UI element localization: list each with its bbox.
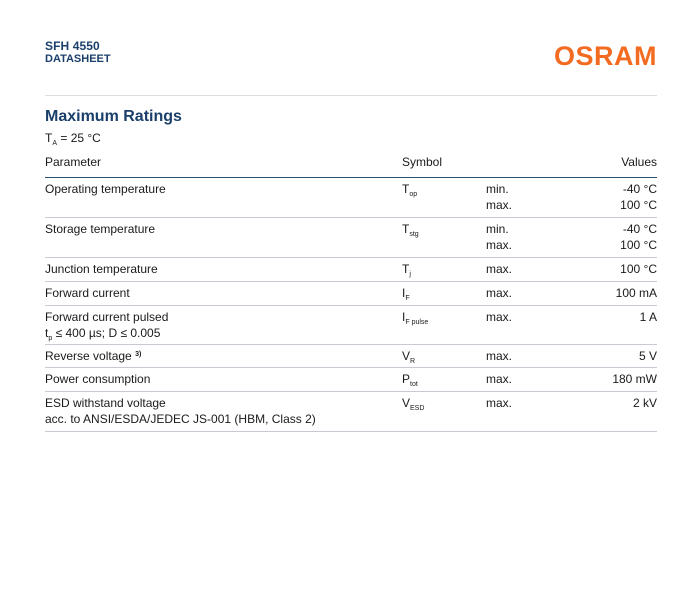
condition-subscript: A [52,140,58,147]
value-cell: 180 mW [612,372,657,386]
parameter-cell: Power consumption [45,372,151,386]
table-row [45,258,657,282]
ambient-condition [45,131,101,145]
osram-logo: OSRAM [554,41,657,71]
symbol-cell: $I_F$ [402,286,410,302]
value-cell: 1 A [639,310,657,324]
qualifier-cell: max. [486,286,513,300]
value-cell: 2 kV [632,396,657,410]
condition-symbol: T [45,131,53,145]
value-cell: -40 °C 100 °C [620,182,657,212]
table-row [45,218,657,258]
table-row [45,178,657,218]
table-row [45,368,657,392]
parameter-cell: Forward current pulsed $t_p \le 400$ µs; D ≤ 0.005 [45,309,385,341]
footnote-marker: 3) [135,351,142,358]
qualifier-cell: max. [486,372,513,386]
page-header [45,40,657,80]
parameter-cell: Storage temperature [45,222,156,236]
column-header-symbol: Symbol [402,155,443,169]
qualifier-cell: max. [486,262,513,276]
parameter-cell: ESD withstand voltage acc. to ANSI/ESDA/JEDEC JS-001 (HBM, Class 2) [45,396,316,426]
parameter-cell: Operating temperature [45,182,166,196]
qualifier-cell: max. [486,310,513,324]
parameter-cell: Junction temperature [45,262,158,276]
table-row [45,392,657,432]
table-row [45,345,657,368]
symbol-cell: $V_{ESD}$ [402,396,425,412]
product-name: SFH 4550 [45,39,100,53]
parameter-cell: Reverse voltage $^{3)}$ [45,349,142,363]
symbol-cell: $P_{tot}$ [402,372,418,388]
pulse-condition: $t_p \le 400$ µs; D ≤ 0.005 [45,326,161,342]
symbol-cell: $I_{F pulse}$ [402,310,429,326]
value-cell: 5 V [638,349,657,363]
value-cell: 100 mA [615,286,657,300]
value-cell: -40 °C 100 °C [620,222,657,252]
table-header [45,153,657,178]
qualifier-cell: min. max. [486,222,513,252]
value-cell: 100 °C [620,262,657,276]
table-row [45,306,657,345]
ratings-table [45,153,657,432]
symbol-cell: $T_{stg}$ [402,222,419,238]
column-header-parameter: Parameter [45,155,102,169]
symbol-cell: $T_j$ [402,262,411,278]
header-divider [45,95,657,96]
section-title: Maximum Ratings [45,108,182,125]
column-header-values: Values [621,155,657,169]
parameter-cell: Forward current [45,286,130,300]
qualifier-cell: max. [486,349,513,363]
document-type: DATASHEET [45,53,111,65]
table-row [45,282,657,306]
condition-value: = 25 °C [57,131,101,145]
qualifier-cell: min. max. [486,182,513,212]
qualifier-cell: max. [486,396,513,410]
symbol-cell: $V_R$ [402,349,416,365]
symbol-cell: $T_{op}$ [402,182,418,198]
